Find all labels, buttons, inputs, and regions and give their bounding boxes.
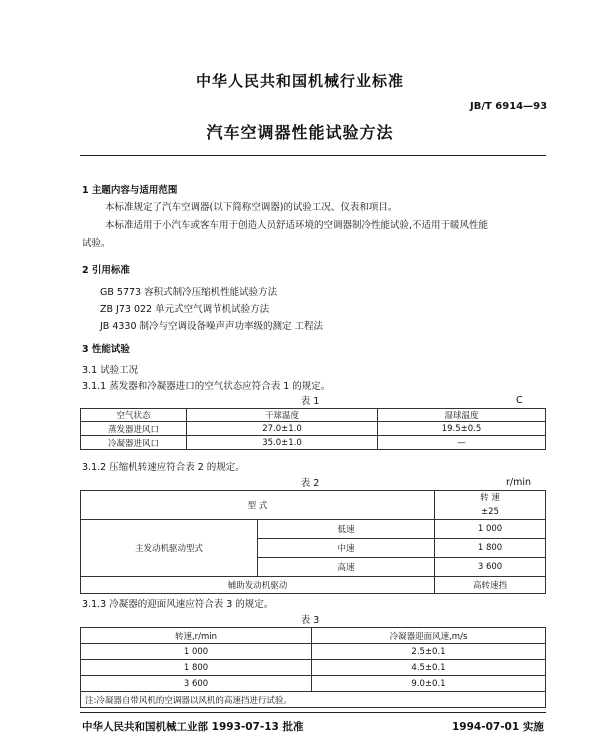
table-cell: 1 800 — [435, 539, 546, 558]
table-cell: 19.5±0.5 — [378, 422, 546, 436]
subsection-3-1: 3.1 试验工况 — [82, 365, 139, 376]
section-1-heading: 1 主题内容与适用范围 — [82, 185, 178, 196]
approval-info: 中华人民共和国机械工业部 1993-07-13 批准 — [82, 721, 304, 733]
header-divider — [80, 155, 546, 156]
table-cell: 4.5±0.1 — [312, 660, 546, 676]
standard-category-title: 中华人民共和国机械行业标准 — [195, 72, 404, 90]
implementation-date: 1994-07-01 实施 — [452, 721, 544, 733]
subsection-3-1-3: 3.1.3 冷凝器的迎面风速应符合表 3 的规定。 — [82, 599, 274, 610]
table-cell: 主发动机驱动型式 — [81, 520, 258, 577]
section-1-paragraph-2-line-1: 本标准适用于小汽车或客车用于创造人员舒适环境的空调器制冷性能试验,不适用于暖风性能 — [105, 220, 489, 231]
table-cell: 蒸发器进风口 — [81, 422, 187, 436]
table-header — [435, 491, 546, 520]
table-cell: 高转速挡 — [435, 577, 546, 594]
table-3 — [80, 627, 546, 708]
table-cell: 1 000 — [81, 644, 312, 660]
document-title: 汽车空调器性能试验方法 — [206, 123, 394, 142]
table-cell: 高速 — [258, 558, 435, 577]
speed-tolerance: ±25 — [481, 507, 499, 517]
table-cell: 中速 — [258, 539, 435, 558]
table-2-label: 表 2 — [300, 478, 320, 489]
table-cell: 27.0±1.0 — [187, 422, 378, 436]
subsection-3-1-2: 3.1.2 压缩机转速应符合表 2 的规定。 — [82, 462, 245, 473]
table-cell: 1 800 — [81, 660, 312, 676]
subsection-3-1-1: 3.1.1 蒸发器和冷凝器进口的空气状态应符合表 1 的规定。 — [82, 381, 331, 392]
table-cell: 低速 — [258, 520, 435, 539]
section-1-paragraph-2-line-2: 试验。 — [82, 238, 111, 249]
reference-item: JB 4330 制冷与空调设备噪声声功率级的测定 工程法 — [100, 321, 324, 332]
table-cell: 1 000 — [435, 520, 546, 539]
table-header: 干球温度 — [187, 409, 378, 422]
table-cell: 9.0±0.1 — [312, 676, 546, 692]
section-2-heading: 2 引用标准 — [82, 265, 130, 276]
reference-item: ZB J73 022 单元式空气调节机试验方法 — [100, 304, 270, 315]
table-note: 注:冷凝器自带风机的空调器以风机的高速挡进行试验。 — [81, 692, 546, 708]
reference-item: GB 5773 容积式制冷压缩机性能试验方法 — [100, 287, 278, 298]
table-cell: 3 600 — [435, 558, 546, 577]
section-1-paragraph-1: 本标准规定了汽车空调器(以下简称空调器)的试验工况、仪表和项目。 — [105, 202, 398, 213]
footer-divider — [80, 712, 546, 713]
table-cell: 辅助发动机驱动 — [81, 577, 435, 594]
table-header: 转速,r/min — [81, 628, 312, 644]
table-cell: 2.5±0.1 — [312, 644, 546, 660]
table-cell: 3 600 — [81, 676, 312, 692]
table-1-unit: C — [516, 395, 523, 406]
standard-code: JB/T 6914—93 — [470, 101, 548, 112]
table-1-label: 表 1 — [300, 396, 320, 407]
table-cell: — — [378, 436, 546, 450]
table-2-unit: r/min — [506, 477, 532, 488]
table-header: 空气状态 — [81, 409, 187, 422]
table-2 — [80, 490, 546, 594]
table-cell: 冷凝器进风口 — [81, 436, 187, 450]
table-1 — [80, 408, 546, 450]
table-header: 冷凝器迎面风速,m/s — [312, 628, 546, 644]
table-cell: 35.0±1.0 — [187, 436, 378, 450]
section-3-heading: 3 性能试验 — [82, 344, 130, 355]
table-header: 型 式 — [81, 491, 435, 520]
speed-header: 转 速 — [480, 493, 500, 503]
table-header: 湿球温度 — [378, 409, 546, 422]
table-3-label: 表 3 — [300, 615, 320, 626]
